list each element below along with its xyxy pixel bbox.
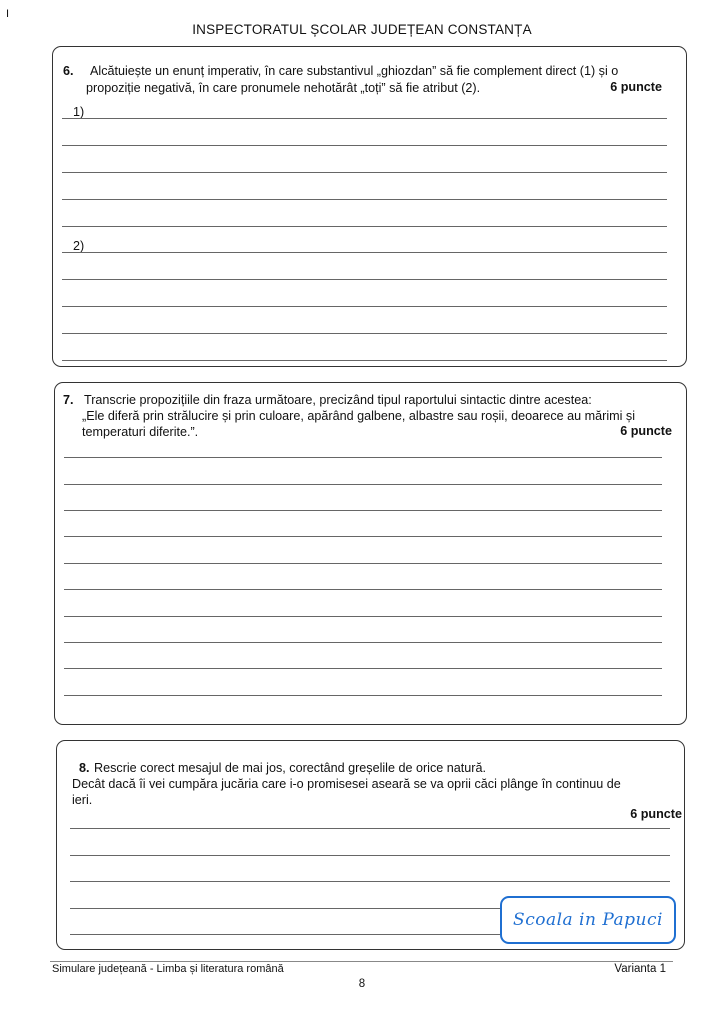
answer-line[interactable] [62,360,667,361]
question-6-points: 6 puncte [610,80,662,94]
answer-line[interactable] [64,536,662,537]
footer-variant: Varianta 1 [614,963,666,975]
answer-line[interactable] [70,908,500,909]
answer-line[interactable] [62,252,667,253]
question-8-text-line-2: Decât dacă îi vei cumpăra jucăria care i-o promisesei aseară se va oprii căci plânge în continuu de [72,777,621,791]
answer-line[interactable] [64,563,662,564]
answer-line[interactable] [62,306,667,307]
answer-line[interactable] [64,668,662,669]
question-8-text-line-3: ieri. [72,793,93,807]
answer-line[interactable] [62,118,667,119]
answer-line[interactable] [62,172,667,173]
answer-line[interactable] [64,616,662,617]
answer-line[interactable] [64,457,662,458]
footer-divider [50,961,673,962]
answer-line[interactable] [70,881,670,882]
answer-line[interactable] [70,855,670,856]
page-number: 8 [358,978,366,990]
question-6-text-line-2: propoziție negativă, în care pronumele nehotărât „toți” să fie atribut (2). [86,81,481,95]
question-8-points: 6 puncte [630,807,682,821]
answer-line[interactable] [64,642,662,643]
answer-line[interactable] [62,279,667,280]
question-6-label-1: 1) [73,105,85,119]
question-7-points: 6 puncte [620,424,672,438]
footer-subject: Simulare județeană - Limba și literatura română [52,963,284,975]
question-7-number: 7. [63,393,74,407]
question-6-number: 6. [63,64,74,78]
answer-line[interactable] [64,510,662,511]
page-header: INSPECTORATUL ȘCOLAR JUDEȚEAN CONSTANȚA [192,22,532,37]
answer-line[interactable] [62,226,667,227]
question-8-number: 8. [79,761,90,775]
question-7-text-line-1: Transcrie propozițiile din fraza următoare, precizând tipul raportului sintactic dintre acestea: [84,393,592,407]
page-mark: I [6,8,10,20]
logo-text: Scoala in Papuci [513,910,663,930]
answer-line[interactable] [62,145,667,146]
answer-line[interactable] [70,934,500,935]
question-6-text-line-1: Alcătuiește un enunț imperativ, în care substantivul „ghiozdan” să fie complement direct (1) și o [90,64,619,78]
answer-line[interactable] [64,589,662,590]
question-7-text-line-3: temperaturi diferite.”. [82,425,199,439]
scoala-in-papuci-logo [500,896,676,944]
question-7-text-line-2: „Ele diferă prin strălucire și prin culoare, apărând galbene, albastre sau roșii, deoarece au mărimi și [82,409,635,423]
answer-line[interactable] [70,828,670,829]
answer-line[interactable] [62,199,667,200]
answer-line[interactable] [64,695,662,696]
answer-line[interactable] [62,333,667,334]
answer-line[interactable] [64,484,662,485]
question-6-label-2: 2) [73,239,85,253]
question-8-text-line-1: Rescrie corect mesajul de mai jos, corectând greșelile de orice natură. [94,761,486,775]
